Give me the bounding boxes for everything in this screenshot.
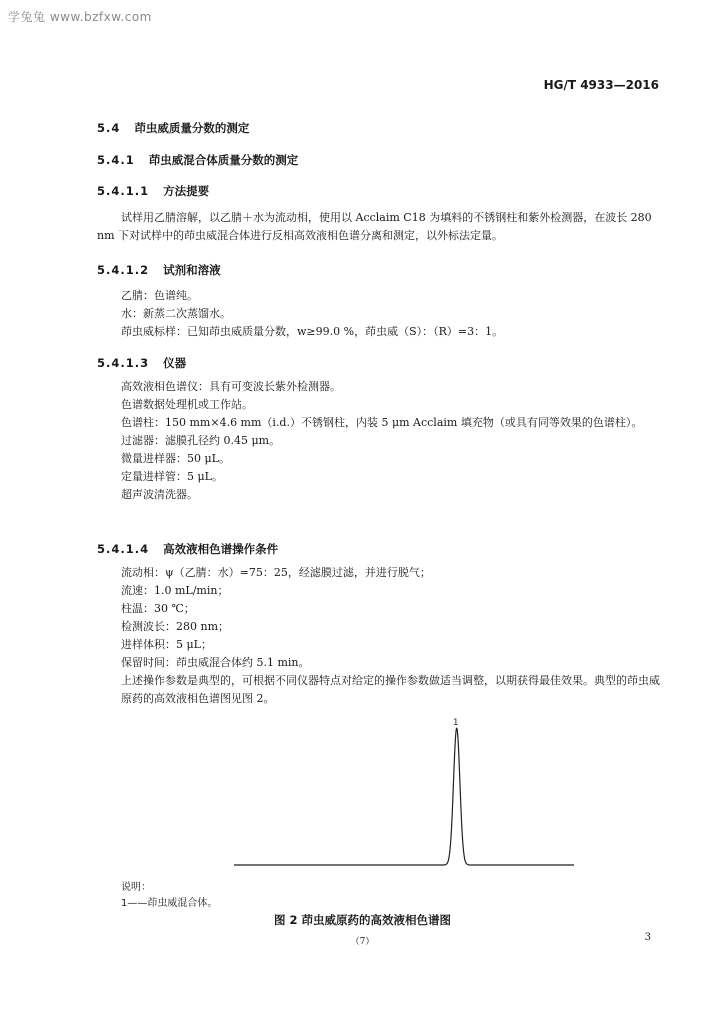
figure-caption: 图 2 茚虫威原药的高效液相色谱图 [273, 913, 451, 927]
section-number: 5.4.1 [97, 153, 135, 167]
condition-item: 进样体积：5 μL； [121, 638, 212, 651]
section-number: 5.4.1.3 [97, 356, 150, 370]
method-summary-paragraph [97, 209, 659, 245]
chromatogram-chart [234, 716, 574, 874]
section-5-4-1-3-heading [97, 355, 186, 371]
instruments-list [121, 378, 661, 504]
instrument-item: 色谱柱：150 mm×4.6 mm（i.d.）不锈钢柱，内装 5 μm Acclaim 填充物（或具有同等效果的色谱柱）。 [121, 416, 643, 429]
instrument-item: 超声波清洗器。 [121, 488, 198, 501]
section-5-4-1-1-heading [97, 183, 209, 199]
legend-title: 说明： [121, 882, 151, 893]
condition-item: 柱温：30 ℃； [121, 602, 195, 615]
section-title: 试剂和溶液 [163, 263, 221, 277]
section-number: 5.4.1.2 [97, 263, 150, 277]
instrument-item: 高效液相色谱仪：具有可变波长紫外检测器。 [121, 380, 341, 393]
section-number: 5.4.1.4 [97, 542, 150, 556]
instrument-item: 定量进样管：5 μL。 [121, 470, 223, 483]
condition-item: 检测波长：280 nm； [121, 620, 230, 633]
standard-code: HG/T 4933—2016 [543, 78, 659, 92]
chromatogram-trace [234, 728, 574, 865]
section-title: 仪器 [163, 356, 187, 370]
instrument-item: 过滤器：滤膜孔径约 0.45 μm。 [121, 434, 281, 447]
page-mark: （7） [350, 937, 375, 947]
section-title: 茚虫威混合体质量分数的测定 [148, 153, 299, 167]
peak-label: 1 [452, 718, 459, 728]
section-5-4-heading [97, 120, 249, 136]
condition-item: 保留时间：茚虫威混合体约 5.1 min。 [121, 656, 310, 669]
section-5-4-1-heading [97, 152, 298, 168]
page-number: 3 [644, 932, 651, 943]
reagent-item: 乙腈：色谱纯。 [121, 289, 198, 302]
condition-item: 流速：1.0 mL/min； [121, 584, 229, 597]
instrument-item: 色谱数据处理机或工作站。 [121, 398, 253, 411]
section-title: 茚虫威质量分数的测定 [134, 121, 250, 135]
section-5-4-1-2-heading [97, 262, 221, 278]
watermark: 学兔兔 www.bzfxw.com [8, 10, 152, 24]
section-number: 5.4.1.1 [97, 184, 150, 198]
reagent-item: 水：新蒸二次蒸馏水。 [121, 307, 231, 320]
condition-item: 流动相：ψ（乙腈：水）=75：25，经滤膜过滤，并进行脱气； [121, 566, 431, 579]
section-number: 5.4 [97, 121, 121, 135]
section-title: 方法提要 [163, 184, 210, 198]
section-title: 高效液相色谱操作条件 [163, 542, 279, 556]
legend-item: 1——茚虫威混合体。 [121, 898, 218, 909]
conditions-list [121, 564, 661, 708]
reagent-item: 茚虫威标样：已知茚虫威质量分数，w≥99.0 %，茚虫威（S）：（R）=3：1。 [121, 325, 504, 338]
condition-item: 上述操作参数是典型的，可根据不同仪器特点对给定的操作参数做适当调整，以期获得最佳效果。典型的茚虫威原药的高效液相色谱图见图 2。 [121, 674, 660, 705]
instrument-item: 微量进样器：50 μL。 [121, 452, 230, 465]
section-5-4-1-4-heading [97, 541, 278, 557]
method-summary-text: 试样用乙腈溶解，以乙腈＋水为流动相，使用以 Acclaim C18 为填料的不锈钢柱和紫外检测器，在波长 280 nm 下对试样中的茚虫威混合体进行反相高效液相色谱分离和测定，以外标法定量。 [97, 211, 652, 242]
reagents-list [121, 287, 661, 341]
